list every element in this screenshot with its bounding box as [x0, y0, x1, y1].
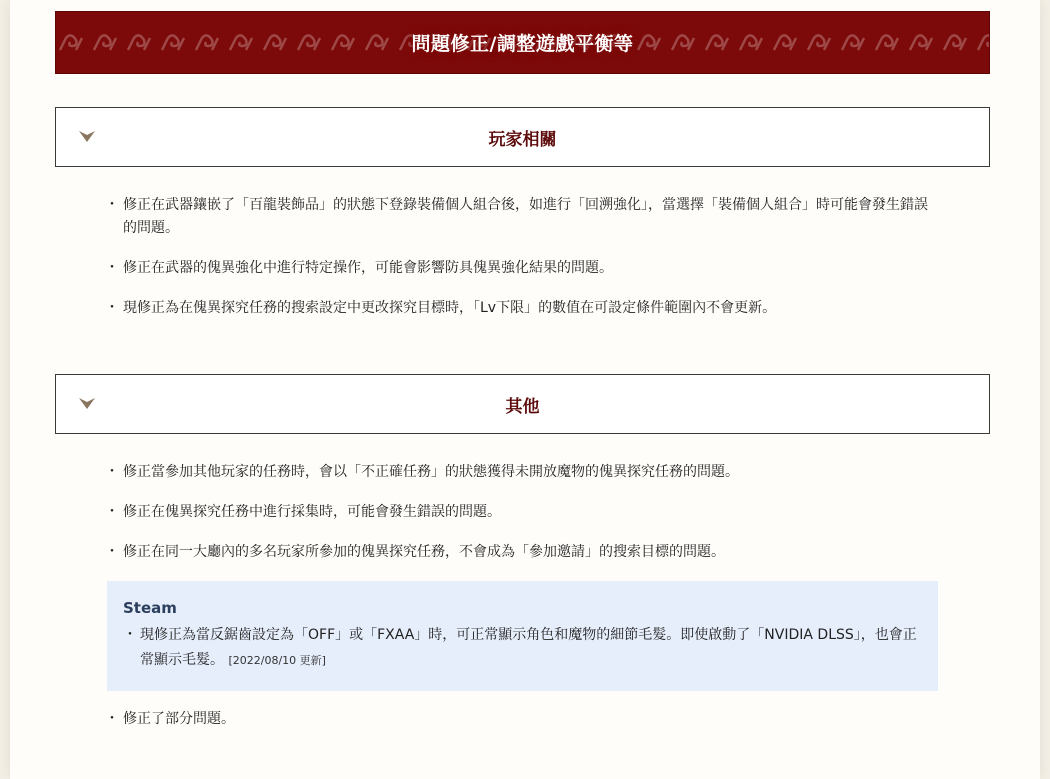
- list-item: ・ 修正在武器的傀異強化中進行特定操作，可能會影響防具傀異強化結果的問題。: [110, 257, 940, 280]
- section-title: 玩家相關: [488, 129, 557, 150]
- list-item: ・ 修正當參加其他玩家的任務時，會以「不正確任務」的狀態獲得未開放魔物的傀異探究任務的問題。: [110, 461, 940, 484]
- section-header-player[interactable]: [55, 107, 990, 167]
- section-title: 其他: [505, 396, 540, 417]
- section-banner: [55, 11, 990, 74]
- steam-note-item: [123, 623, 922, 673]
- banner-title: 問題修正/調整遊戲平衡等: [411, 33, 634, 55]
- list-item: ・ 修正在同一大廳內的多名玩家所參加的傀異探究任務，不會成為「參加邀請」的搜索目標的問題。: [110, 541, 940, 564]
- steam-note-text: 現修正為當反鋸齒設定為「OFF」或「FXAA」時，可正常顯示角色和魔物的細節毛髮。即使啟動了「NVIDIA DLSS」，也會正常顯示毛髮。: [140, 627, 917, 668]
- steam-note: [107, 581, 938, 691]
- list-item: ・ 修正了部分問題。: [110, 708, 940, 731]
- section-header-other[interactable]: [55, 374, 990, 434]
- list-item: ・ 現修正為在傀異探究任務的搜索設定中更改探究目標時，「Lv下限」的數值在可設定條件範圍內不會更新。: [110, 297, 940, 320]
- update-date: [2022/08/10 更新]: [228, 654, 326, 667]
- section-list-player: [110, 194, 940, 320]
- section-list-other: [110, 461, 940, 564]
- list-item: ・ 修正在武器鑲嵌了「百龍裝飾品」的狀態下登錄裝備個人組合後，如進行「回溯強化」，當選擇「裝備個人組合」時可能會發生錯誤的問題。: [110, 194, 940, 240]
- steam-title: Steam: [123, 599, 177, 617]
- list-item: ・ 修正在傀異探究任務中進行採集時，可能會發生錯誤的問題。: [110, 501, 940, 524]
- section-list-other-after: [110, 708, 940, 731]
